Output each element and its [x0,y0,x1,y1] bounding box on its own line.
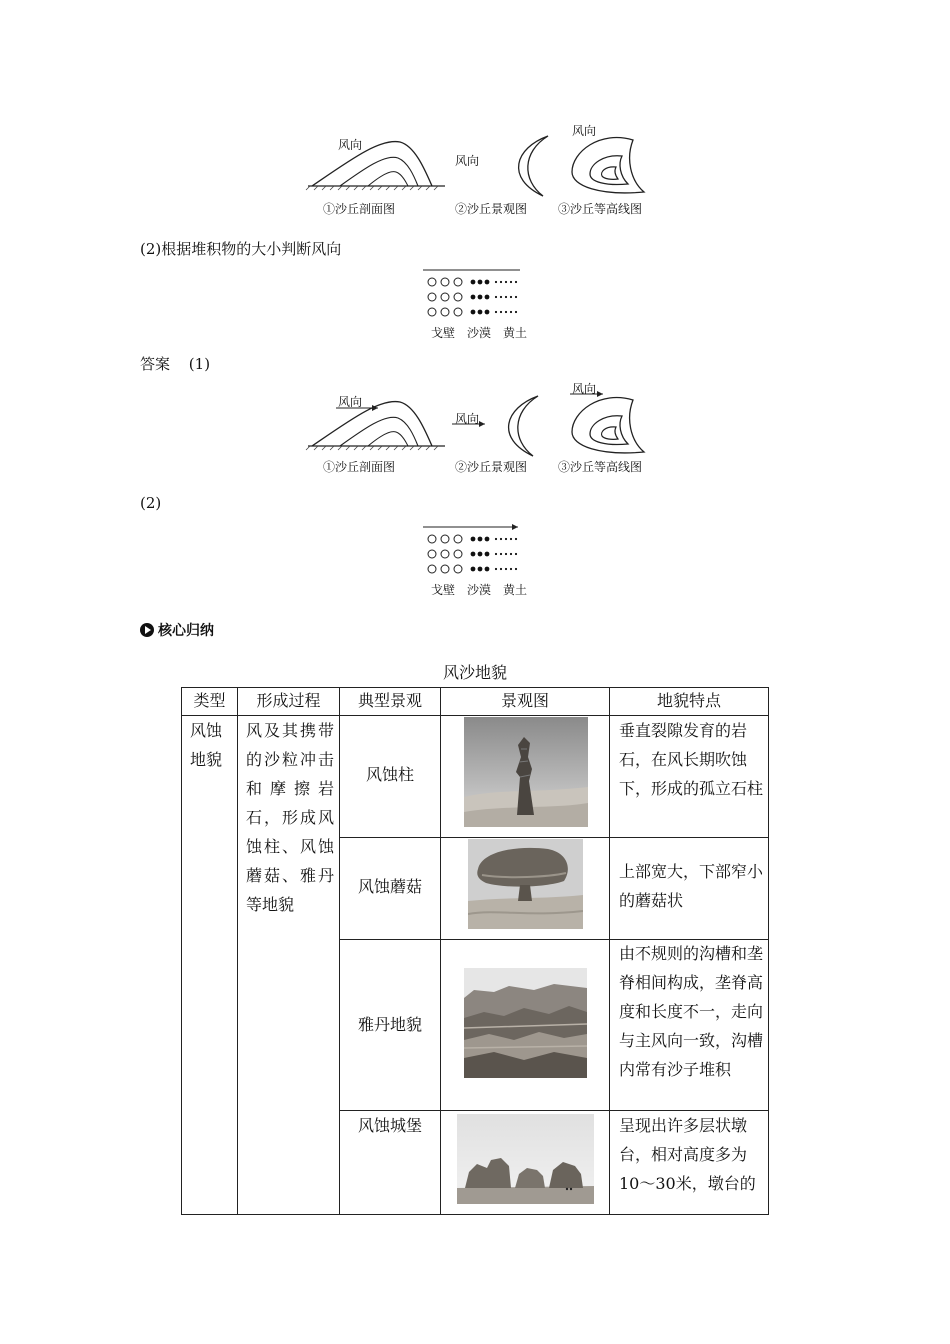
label-loess: 黄土 [503,326,528,340]
label-loess: 黄土 [503,583,528,597]
cell-type: 风蚀地貌 [190,721,223,769]
landscape-row-4: 风蚀城堡 [357,1116,422,1135]
features-row-1: 垂直裂隙发育的岩石，在风长期吹蚀下，形成的孤立石柱 [619,721,764,798]
photo-wind-pillar [464,717,588,827]
caption-dune-profile: ①沙丘剖面图 [323,202,396,216]
cell-process: 风及其携带的沙粒冲击和摩擦岩石，形成风蚀柱、风蚀蘑菇、雅丹等地貌 [246,721,334,914]
wind-label: 风向 [455,154,480,168]
wind-label: 风向 [338,138,363,152]
caption-dune-contour: ③沙丘等高线图 [558,460,643,474]
header-features: 地貌特点 [656,691,721,710]
features-row-3: 由不规则的沟槽和垄脊相间构成，垄脊高度和长度不一，走向与主风向一致，沟槽内常有沙子堆积 [619,944,764,1079]
landscape-row-1: 风蚀柱 [365,765,414,784]
label-gobi: 戈壁 [431,326,456,340]
landscape-row-2: 风蚀蘑菇 [357,877,422,896]
header-type: 类型 [193,691,226,710]
wind-label: 风向 [572,382,597,396]
table-title: 风沙地貌 [442,663,507,682]
photo-wind-castle [457,1114,594,1204]
landscape-row-3: 雅丹地貌 [357,1015,422,1034]
answer-label: 答案 [140,355,171,373]
features-row-2: 上部宽大，下部窄小的蘑菇状 [619,862,764,910]
label-desert: 沙漠 [467,326,492,340]
label-gobi: 戈壁 [431,583,456,597]
features-row-4: 呈现出许多层状墩台，相对高度多为10～30米，墩台的 [619,1116,756,1193]
photo-wind-mushroom [468,839,583,929]
label-desert: 沙漠 [467,583,492,597]
caption-dune-landscape: ②沙丘景观图 [455,460,528,474]
answer-part-1: (1) [188,355,211,373]
header-image: 景观图 [500,691,549,710]
section-heading-text: 核心归纳 [158,623,214,639]
photo-yardang [464,968,587,1078]
answer-part-2: (2) [140,494,162,512]
wind-label: 风向 [338,395,363,409]
caption-dune-contour: ③沙丘等高线图 [558,202,643,216]
caption-dune-profile: ①沙丘剖面图 [323,460,396,474]
header-process: 形成过程 [256,691,321,710]
header-landscape: 典型景观 [357,691,422,710]
wind-label: 风向 [572,124,597,138]
caption-dune-landscape: ②沙丘景观图 [455,202,528,216]
question-2-text: (2)根据堆积物的大小判断风向 [140,240,342,258]
wind-label: 风向 [455,412,480,426]
